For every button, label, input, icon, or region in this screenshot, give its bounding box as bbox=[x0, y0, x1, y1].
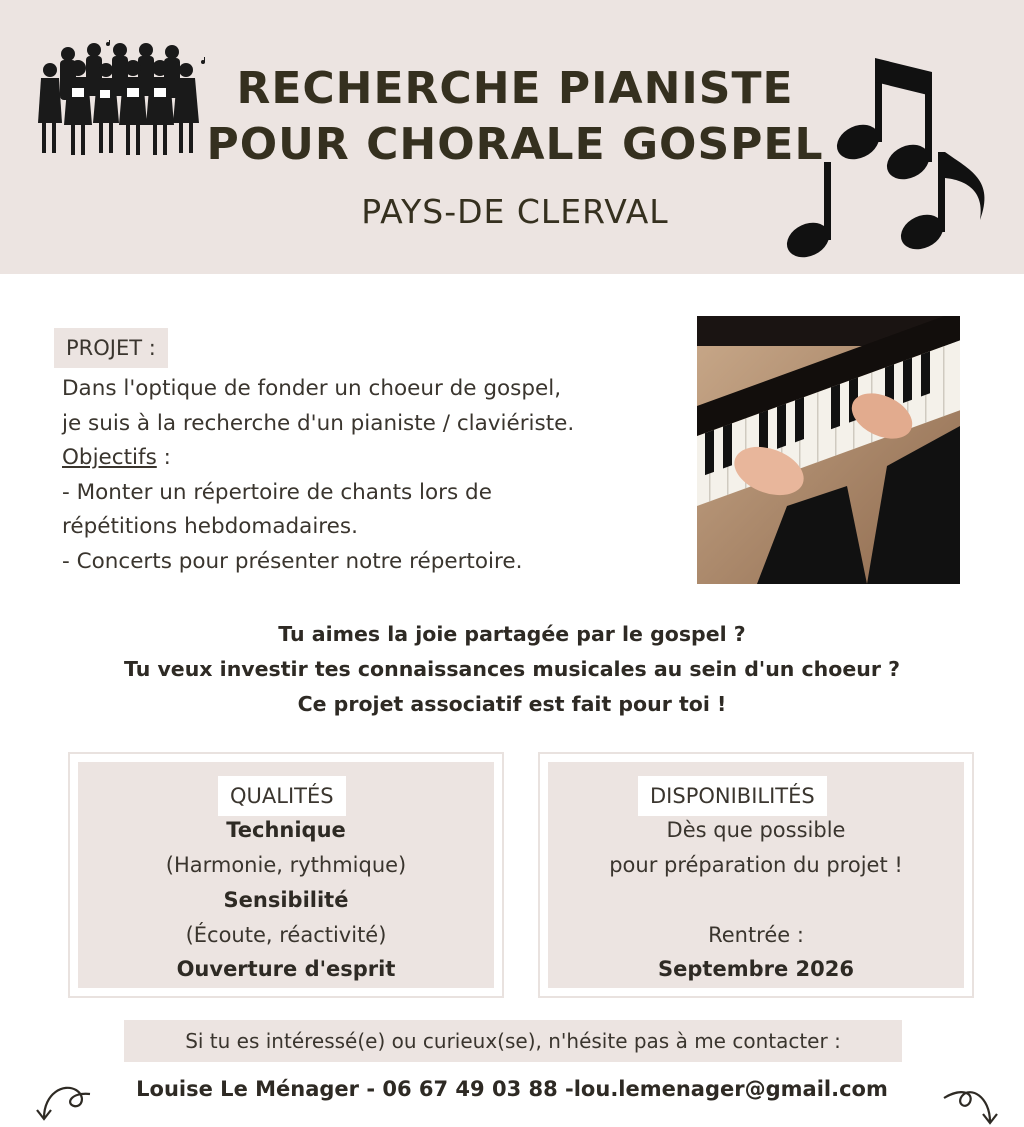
projet-line-4: - Monter un répertoire de chants lors de bbox=[62, 479, 492, 505]
projet-line-2: je suis à la recherche d'un pianiste / claviériste. bbox=[62, 410, 575, 436]
projet-line-5: répétitions hebdomadaires. bbox=[62, 514, 358, 539]
disponibilites-panel bbox=[548, 762, 964, 988]
contact-details: Louise Le Ménager - 06 67 49 03 88 -lou.lemenager@gmail.com bbox=[136, 1077, 888, 1101]
cta-line-3: Ce projet associatif est fait pour toi ! bbox=[297, 692, 727, 716]
qualite-technique-detail: (Harmonie, rythmique) bbox=[165, 853, 407, 877]
dispo-line-2: pour préparation du projet ! bbox=[609, 853, 903, 877]
disponibilites-box bbox=[538, 752, 974, 998]
objectifs-suffix: : bbox=[156, 445, 171, 470]
qualite-ouverture: Ouverture d'esprit bbox=[176, 957, 396, 981]
music-notes-icon bbox=[780, 50, 1000, 265]
header-banner bbox=[0, 0, 1024, 274]
qualites-panel bbox=[78, 762, 494, 988]
title-line-2: POUR CHORALE GOSPEL bbox=[206, 119, 824, 170]
qualite-sensibilite: Sensibilité bbox=[223, 888, 349, 912]
projet-tag: PROJET : bbox=[54, 328, 168, 368]
projet-line-6: - Concerts pour présenter notre répertoire. bbox=[62, 548, 523, 574]
contact-prompt: Si tu es intéressé(e) ou curieux(se), n'hésite pas à me contacter : bbox=[124, 1020, 902, 1062]
qualites-box bbox=[68, 752, 504, 998]
piano-hands-photo bbox=[697, 316, 960, 584]
qualite-technique: Technique bbox=[226, 818, 346, 842]
dispo-rentree-date: Septembre 2026 bbox=[658, 957, 854, 981]
curved-arrow-down-right-icon bbox=[940, 1082, 1000, 1126]
cta-line-1: Tu aimes la joie partagée par le gospel ? bbox=[278, 622, 746, 646]
dispo-rentree-label: Rentrée : bbox=[708, 923, 804, 947]
title-line-1: RECHERCHE PIANISTE bbox=[236, 63, 794, 114]
choir-silhouette-icon bbox=[38, 40, 218, 160]
objectifs-line bbox=[62, 441, 682, 476]
projet-description bbox=[62, 372, 682, 579]
disponibilites-tag: DISPONIBILITÉS bbox=[638, 776, 827, 816]
qualites-tag: QUALITÉS bbox=[218, 776, 346, 816]
dispo-line-1: Dès que possible bbox=[666, 818, 846, 842]
subtitle-location: PAYS-DE CLERVAL bbox=[361, 192, 669, 231]
objectifs-label: Objectifs bbox=[62, 445, 157, 470]
qualite-sensibilite-detail: (Écoute, réactivité) bbox=[185, 923, 387, 947]
cta-line-2: Tu veux investir tes connaissances musicales au sein d'un choeur ? bbox=[123, 657, 900, 681]
projet-line-1: Dans l'optique de fonder un choeur de gospel, bbox=[62, 376, 562, 401]
